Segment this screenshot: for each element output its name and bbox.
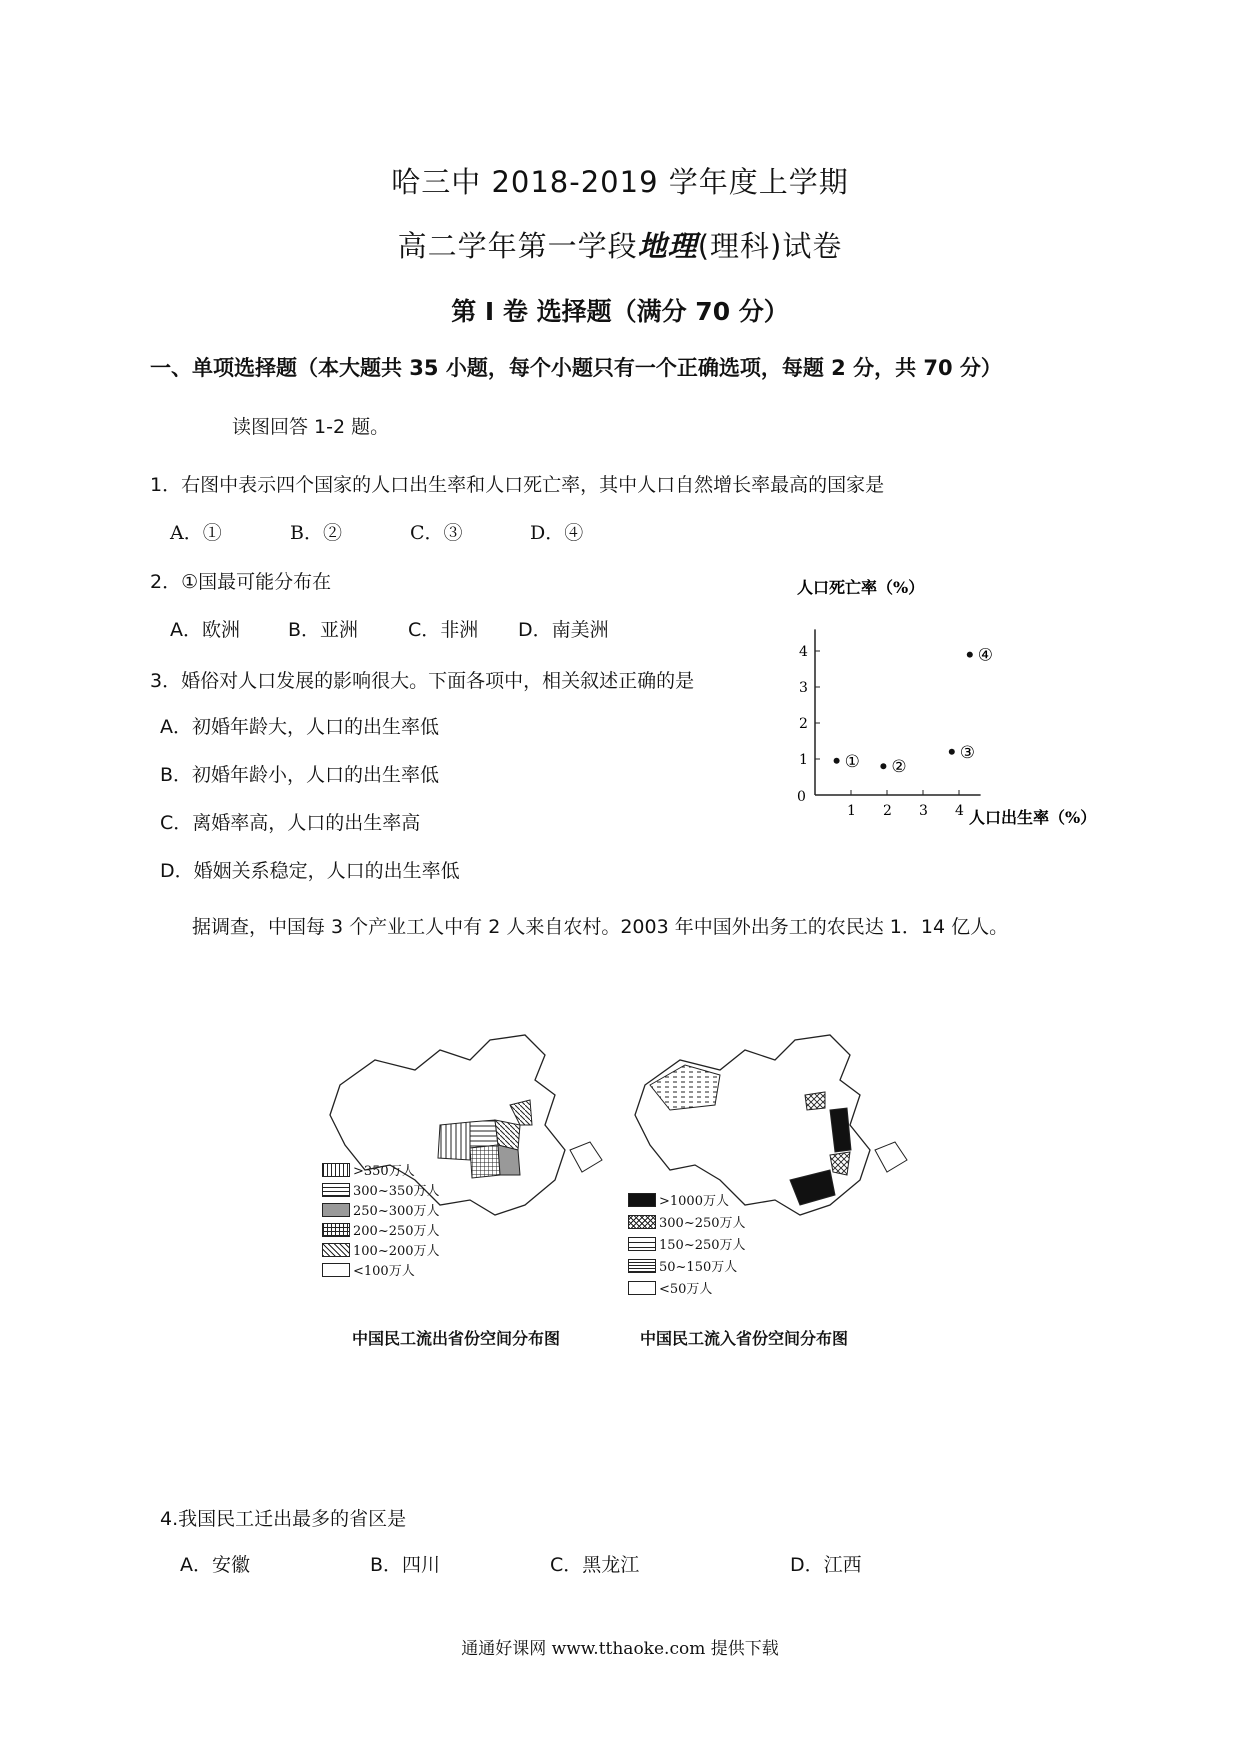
section-heading: 一、单项选择题（本大题共 35 小题，每个小题只有一个正确选项，每题 2 分，共 70 分） [150, 356, 1002, 380]
outflow-region-hunan [470, 1145, 500, 1178]
legend-label: 100~200万人 [353, 1244, 440, 1259]
q2-option-d[interactable]: D．南美洲 [518, 619, 609, 641]
legend-label: 50~150万人 [659, 1260, 738, 1275]
q2-options [170, 615, 670, 645]
legend-swatch-cross [628, 1215, 656, 1229]
q3-option-b[interactable]: B．初婚年龄小，人口的出生率低 [160, 764, 440, 786]
legend-swatch-dashed [628, 1237, 656, 1251]
legend-swatch-horizontal [628, 1259, 656, 1273]
legend-swatch-diagonal [322, 1243, 350, 1257]
chart-x-tick-label: 2 [883, 803, 892, 819]
q1-option-b[interactable]: B．② [290, 522, 342, 544]
exam-title: 哈三中 2018-2019 学年度上学期 [391, 165, 849, 199]
page-footer: 通通好课网 www.tthaoke.com 提供下载 [461, 1639, 779, 1659]
chart-y-tick-label: 1 [799, 752, 808, 768]
q2-option-b[interactable]: B．亚洲 [288, 619, 359, 641]
chart-y-label: 人口死亡率（%） [797, 578, 925, 597]
chart-point-label: ④ [977, 645, 994, 666]
chart-y-tick-label: 3 [799, 680, 808, 696]
outflow-south-sea-inset [570, 1142, 602, 1172]
chart-points [834, 646, 993, 778]
chart-x-label: 人口出生率（%） [969, 808, 1097, 827]
legend-label: <50万人 [659, 1282, 713, 1297]
legend-label: <100万人 [353, 1264, 415, 1279]
chart-y-tick-label: 2 [799, 716, 808, 732]
legend-label: 200~250万人 [353, 1224, 440, 1239]
chart-y-ticks [799, 644, 820, 768]
q4-option-b[interactable]: B．四川 [370, 1554, 441, 1576]
chart-x-tick-label: 3 [919, 803, 928, 819]
chart-point-label: ① [844, 751, 860, 772]
chart-point-label: ② [891, 757, 907, 778]
legend-swatch-black [628, 1193, 656, 1207]
legend-label: 300~350万人 [353, 1184, 440, 1199]
chart-origin-label: 0 [797, 789, 806, 805]
chart-point [949, 749, 955, 755]
section-intro: 读图回答 1-2 题。 [232, 416, 390, 438]
q3-stem: 3．婚俗对人口发展的影响很大。下面各项中，相关叙述正确的是 [150, 670, 695, 692]
legend-swatch-grid [322, 1223, 350, 1237]
q2-option-c[interactable]: C．非洲 [408, 619, 479, 641]
passage-text: 据调查，中国每 3 个产业工人中有 2 人来自农村。2003 年中国外出务工的农民达 1．14 亿人。 [192, 916, 1009, 938]
chart-point [967, 652, 973, 658]
inflow-south-sea-inset [875, 1142, 907, 1172]
q3-option-c[interactable]: C．离婚率高，人口的出生率高 [160, 812, 421, 834]
q4-options [180, 1550, 880, 1580]
outflow-map-caption: 中国民工流出省份空间分布图 [352, 1329, 561, 1348]
legend-label: >1000万人 [659, 1194, 729, 1209]
q2-option-a[interactable]: A．欧洲 [170, 619, 240, 641]
inflow-map-caption: 中国民工流入省份空间分布图 [640, 1329, 849, 1348]
q1-options [170, 518, 670, 548]
outflow-region-jiangxi [498, 1145, 520, 1175]
legend-swatch-horizontal [322, 1183, 350, 1197]
inflow-region-zhejiang-fujian [830, 1152, 850, 1175]
chart-y-tick-label: 4 [799, 644, 808, 660]
q4-stem: 4.我国民工迁出最多的省区是 [160, 1508, 407, 1530]
chart-point [880, 763, 886, 769]
q2-stem: 2．①国最可能分布在 [150, 571, 332, 593]
legend-swatch-vertical [322, 1163, 350, 1177]
legend-label: 300~250万人 [659, 1216, 746, 1231]
legend-swatch-white [322, 1263, 350, 1277]
legend-label: >350万人 [353, 1164, 415, 1179]
chart-point [834, 758, 840, 764]
outflow-legend [322, 1160, 472, 1285]
q4-option-a[interactable]: A．安徽 [180, 1554, 250, 1576]
chart-point-label: ③ [959, 742, 976, 763]
chart-x-tick-label: 1 [847, 803, 856, 819]
q1-option-a[interactable]: A．① [170, 522, 222, 544]
subtitle-prefix: 高二学年第一学段 [397, 229, 638, 263]
inflow-region-beijing-tianjin [805, 1092, 825, 1110]
q3-option-a[interactable]: A．初婚年龄大，人口的出生率低 [160, 716, 439, 738]
legend-swatch-white [628, 1281, 656, 1295]
q1-stem: 1．右图中表示四个国家的人口出生率和人口死亡率，其中人口自然增长率最高的国家是 [150, 474, 885, 496]
q4-option-d[interactable]: D．江西 [790, 1554, 862, 1576]
legend-label: 150~250万人 [659, 1238, 746, 1253]
chart-x-tick-label: 4 [955, 803, 964, 819]
subtitle-suffix: (理科)试卷 [697, 229, 843, 263]
subject-name: 地理 [637, 229, 698, 263]
outflow-region-henan [470, 1120, 498, 1148]
q4-option-c[interactable]: C．黑龙江 [550, 1554, 640, 1576]
legend-swatch-gray [322, 1203, 350, 1217]
outflow-region-sichuan [438, 1122, 470, 1160]
legend-label: 250~300万人 [353, 1204, 440, 1219]
exam-subtitle [0, 224, 1240, 265]
q1-option-d[interactable]: D．④ [530, 522, 584, 544]
q1-option-c[interactable]: C．③ [410, 522, 463, 544]
q3-option-d[interactable]: D．婚姻关系稳定，人口的出生率低 [160, 860, 460, 882]
part-heading: 第 I 卷 选择题（满分 70 分） [451, 297, 789, 326]
inflow-legend [628, 1190, 778, 1295]
birth-death-scatter-chart [785, 565, 1120, 835]
